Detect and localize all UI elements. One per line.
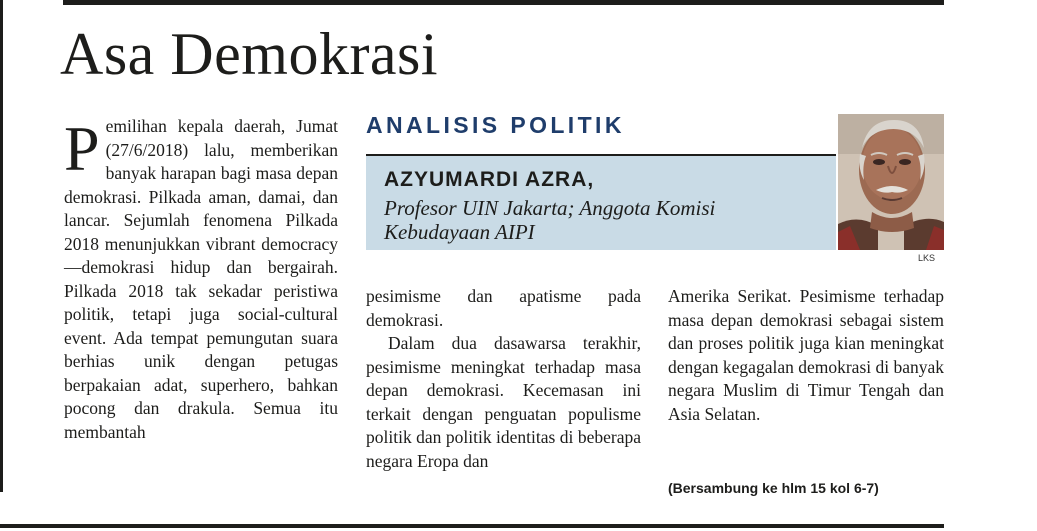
col1-text: emilihan kepala daerah, Jumat (27/6/2018) lalu, memberikan banyak harapan bagi masa depan demokrasi. Pilkada aman, damai, dan lancar. Sejumlah fenomena Pilkada 2018 menunjukkan vibrant democracy—demokrasi hidup dan bergairah. Pilkada 2018 tak sekadar peristiwa politik, tetapi juga social-cultural event. Ada tempat pemungutan suara berhias unik dengan petugas berpakaian adat, superhero, bahkan pocong dan drakula. Semua itu membantah [64, 116, 338, 442]
left-rule [0, 0, 3, 492]
dropcap: P [64, 113, 100, 184]
col2-paragraph-1: pesimisme dan apatisme pada demokrasi. [366, 286, 641, 330]
top-rule [63, 0, 944, 5]
headline: Asa Demokrasi [60, 21, 439, 87]
bottom-rule [0, 524, 944, 528]
col3-paragraph: Amerika Serikat. Pesimisme terhadap masa depan demokrasi sebagai sistem dan proses politik juga kian meningkat dengan kegagalan demokrasi di banyak negara Muslim di Timur Tengah dan Asia Selatan. [668, 286, 945, 424]
continued-note: (Bersambung ke hlm 15 kol 6-7) [668, 480, 879, 496]
body-column-1 [64, 115, 338, 444]
author-box [366, 154, 836, 250]
body-column-3 [668, 285, 944, 426]
body-column-2 [366, 285, 641, 473]
author-name: AZYUMARDI AZRA, [384, 168, 595, 191]
author-portrait-icon [838, 114, 944, 250]
photo-credit: LKS [918, 253, 936, 263]
author-title: Profesor UIN Jakarta; Anggota Komisi Kebudayaan AIPI [384, 196, 716, 244]
col2-paragraph-2: Dalam dua dasawarsa terakhir, pesimisme meningkat terhadap masa depan demokrasi. Kecemasan ini terkait dengan penguatan populisme politik dan politik identitas di beberapa negara Eropa dan [366, 333, 641, 471]
column-label: ANALISIS POLITIK [366, 112, 625, 138]
body-paragraph-1 [64, 115, 338, 444]
